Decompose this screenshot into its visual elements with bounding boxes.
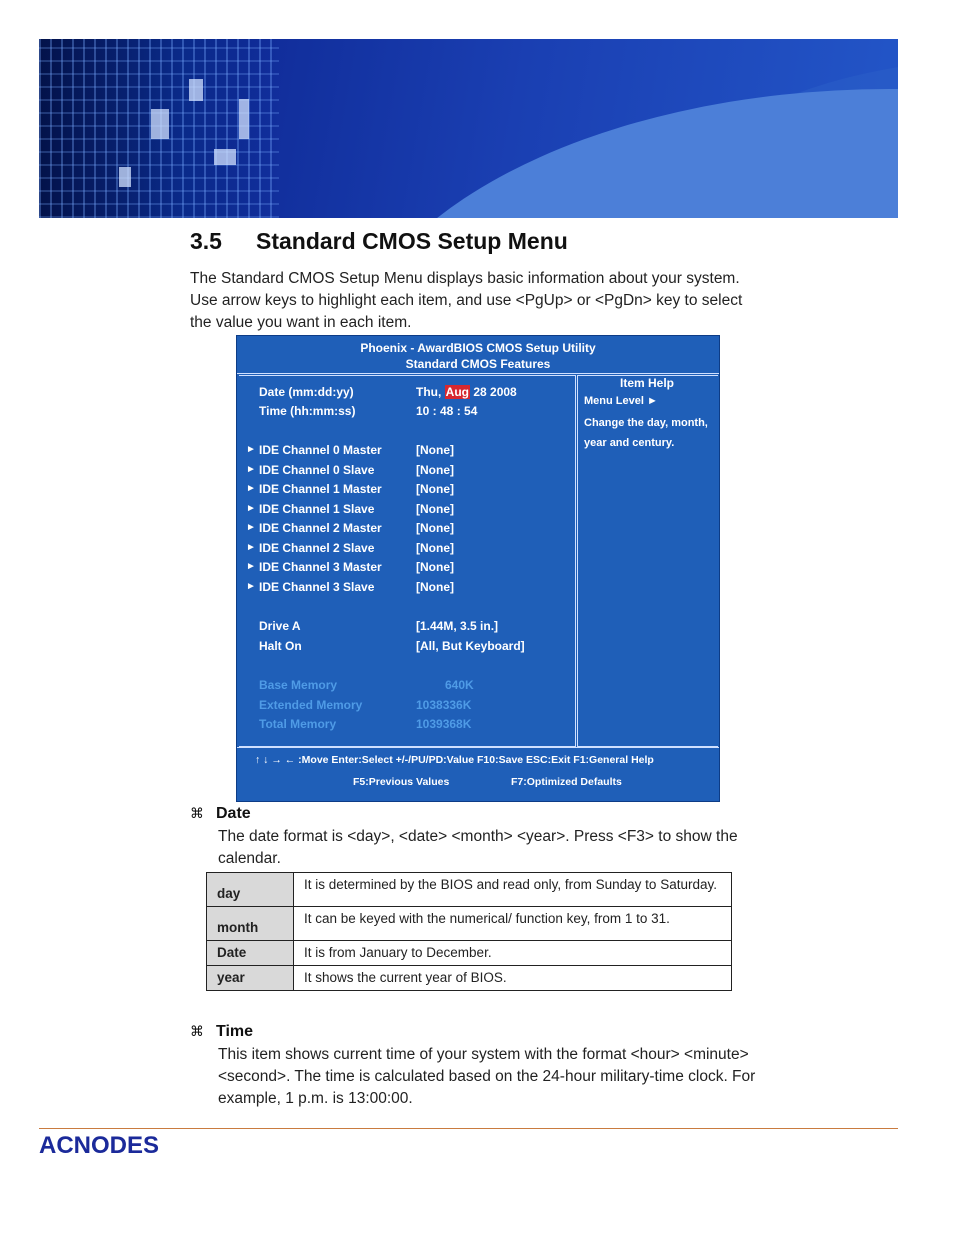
bios-ide-value: [None] xyxy=(416,580,454,594)
bios-row-halt-on[interactable] xyxy=(239,637,575,655)
item-help-text: Change the day, month, year and century. xyxy=(584,417,708,449)
time-paragraph: This item shows current time of your system with the format <hour> <minute> <second>. The time is calculated based on the 24-hour military-time clock. For example, 1 p.m. is 13:00:00. xyxy=(218,1046,756,1107)
date-heading-text: Date xyxy=(216,805,251,822)
submenu-arrow-icon: ► xyxy=(246,464,256,475)
bios-ide-value: [None] xyxy=(416,521,454,535)
time-heading xyxy=(190,1023,253,1041)
bios-drive-a-label: Drive A xyxy=(259,619,301,633)
bios-screen xyxy=(236,335,720,802)
banner-arc-shape xyxy=(339,89,898,218)
submenu-arrow-icon: ► xyxy=(246,542,256,553)
bios-ide-label: IDE Channel 0 Slave xyxy=(259,463,375,477)
bios-ide-label: IDE Channel 1 Master xyxy=(259,482,382,496)
submenu-arrow-icon: ► xyxy=(246,522,256,533)
table-key: day xyxy=(207,873,294,907)
bios-title-line2: Standard CMOS Features xyxy=(405,357,551,371)
bios-ide-value: [None] xyxy=(416,443,454,457)
time-heading-text: Time xyxy=(216,1023,254,1040)
menu-level xyxy=(584,395,658,407)
submenu-arrow-icon: ► xyxy=(246,483,256,494)
chip-graphic xyxy=(151,109,169,139)
intro-paragraph: The Standard CMOS Setup Menu displays basic information about your system. Use arrow keys to highlight each item, and use <PgUp> or <PgDn> key to select the value you want in each item. xyxy=(190,270,743,331)
table-desc: It can be keyed with the numerical/ function key, from 1 to 31. xyxy=(294,907,732,941)
bios-ide-label: IDE Channel 2 Slave xyxy=(259,541,375,555)
chip-graphic xyxy=(214,149,236,165)
table-desc: It is determined by the BIOS and read only, from Sunday to Saturday. xyxy=(294,873,732,907)
bios-title xyxy=(237,340,719,372)
bios-row-memory xyxy=(239,715,575,733)
bios-key-f7: F7:Optimized Defaults xyxy=(511,776,622,788)
bios-row-ide[interactable] xyxy=(239,558,575,576)
bios-row-memory xyxy=(239,676,575,694)
bios-memory-value: 1038336K xyxy=(416,698,472,712)
bios-ide-label: IDE Channel 2 Master xyxy=(259,521,382,535)
bios-drive-a-value: [1.44M, 3.5 in.] xyxy=(416,619,499,633)
bios-memory-label: Extended Memory xyxy=(259,698,363,712)
date-paragraph: The date format is <day>, <date> <month> <year>. Press <F3> to show the calendar. xyxy=(218,828,738,867)
bios-key-f5: F5:Previous Values xyxy=(353,776,450,788)
table-row xyxy=(207,873,732,907)
bios-row-ide[interactable] xyxy=(239,461,575,479)
bios-title-line1: Phoenix - AwardBIOS CMOS Setup Utility xyxy=(360,341,596,355)
bios-row-ide[interactable] xyxy=(239,519,575,537)
chip-graphic xyxy=(189,79,203,101)
table-key: Date xyxy=(207,941,294,966)
section-heading xyxy=(190,228,568,255)
menu-level-label: Menu Level xyxy=(584,395,644,407)
table-row xyxy=(207,907,732,941)
bios-ide-label: IDE Channel 1 Slave xyxy=(259,502,375,516)
date-options-table xyxy=(206,872,732,991)
submenu-arrow-icon: ► xyxy=(246,581,256,592)
bios-date-day: Thu, xyxy=(416,385,442,399)
bios-row-time[interactable] xyxy=(239,402,575,420)
bullet-icon: ⌘ xyxy=(190,1023,204,1039)
chip-graphic xyxy=(119,167,131,187)
section-number: 3.5 xyxy=(190,228,222,254)
bios-row-drive-a[interactable] xyxy=(239,617,575,635)
bios-divider xyxy=(237,747,719,748)
bios-memory-value: 640K xyxy=(445,678,474,692)
bios-ide-label: IDE Channel 3 Master xyxy=(259,560,382,574)
table-desc: It is from January to December. xyxy=(294,941,732,966)
bios-ide-value: [None] xyxy=(416,502,454,516)
bios-row-ide[interactable] xyxy=(239,578,575,596)
bullet-icon: ⌘ xyxy=(190,805,204,821)
bios-ide-label: IDE Channel 0 Master xyxy=(259,443,382,457)
bios-time-value: 10 : 48 : 54 xyxy=(416,404,478,418)
submenu-arrow-icon: ► xyxy=(246,503,256,514)
bios-key-legend: ↑ ↓ → ← :Move Enter:Select +/-/PU/PD:Value F10:Save ESC:Exit F1:General Help xyxy=(255,754,654,766)
bios-row-ide[interactable] xyxy=(239,500,575,518)
acnodes-logo: ACNODES xyxy=(39,1132,160,1159)
bios-settings-panel xyxy=(239,375,576,747)
item-help-title: Item Help xyxy=(619,376,674,390)
bios-halt-on-value: [All, But Keyboard] xyxy=(416,639,525,653)
bios-date-rest: 28 2008 xyxy=(473,385,517,399)
bios-row-memory xyxy=(239,696,575,714)
bios-time-label: Time (hh:mm:ss) xyxy=(259,404,356,418)
bios-ide-value: [None] xyxy=(416,482,454,496)
submenu-arrow-icon: ► xyxy=(246,444,256,455)
bios-date-value xyxy=(416,383,517,401)
section-title-text: Standard CMOS Setup Menu xyxy=(256,228,568,254)
bios-ide-value: [None] xyxy=(416,560,454,574)
table-key: month xyxy=(207,907,294,941)
chip-graphic xyxy=(239,99,249,139)
bios-ide-value: [None] xyxy=(416,463,454,477)
bios-row-date[interactable] xyxy=(239,383,575,401)
bios-halt-on-label: Halt On xyxy=(259,639,302,653)
table-desc: It shows the current year of BIOS. xyxy=(294,966,732,991)
menu-level-arrow-icon: ► xyxy=(646,395,658,407)
bios-row-ide[interactable] xyxy=(239,539,575,557)
bios-item-help-panel xyxy=(577,375,718,747)
bios-date-month-highlight: Aug xyxy=(445,385,469,399)
bios-memory-label: Base Memory xyxy=(259,678,338,692)
bios-memory-label: Total Memory xyxy=(259,717,337,731)
table-row xyxy=(207,966,732,991)
bios-memory-value: 1039368K xyxy=(416,717,472,731)
bios-ide-value: [None] xyxy=(416,541,454,555)
bios-divider xyxy=(237,373,719,374)
table-row xyxy=(207,941,732,966)
table-key: year xyxy=(207,966,294,991)
bios-ide-label: IDE Channel 3 Slave xyxy=(259,580,375,594)
bios-row-ide[interactable] xyxy=(239,480,575,498)
footer-rule xyxy=(39,1128,898,1129)
submenu-arrow-icon: ► xyxy=(246,561,256,572)
date-heading xyxy=(190,805,251,823)
bios-row-ide[interactable] xyxy=(239,441,575,459)
header-banner xyxy=(39,39,898,218)
bios-date-label: Date (mm:dd:yy) xyxy=(259,385,354,399)
